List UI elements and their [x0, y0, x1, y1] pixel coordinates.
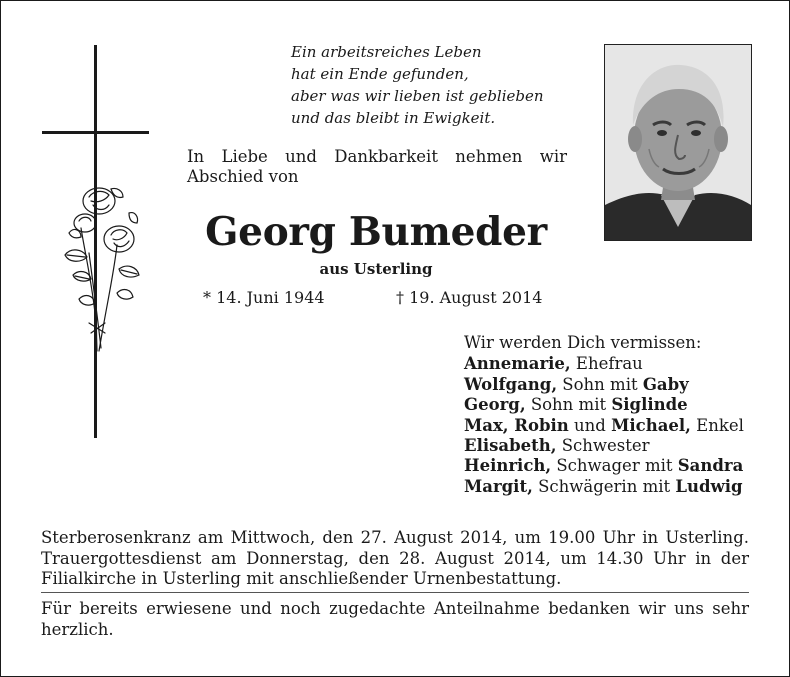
mourner-relation: Enkel	[690, 415, 744, 435]
birth-date: * 14. Juni 1944	[203, 288, 325, 307]
deceased-name: Georg Bumeder	[205, 209, 547, 255]
deceased-origin: aus Usterling	[319, 260, 433, 278]
mourner-relation: Sohn mit	[525, 395, 612, 415]
funeral-details	[41, 528, 749, 590]
mourners-list	[464, 333, 744, 497]
funeral-line: Trauergottesdienst am Donnerstag, den 28. August 2014, um 14.30 Uhr in der	[41, 548, 749, 568]
rose-icon	[59, 183, 145, 353]
poem	[291, 41, 544, 129]
poem-line: hat ein Ende gefunden,	[291, 65, 469, 83]
cross-icon-beam	[42, 131, 149, 134]
mourner-line	[464, 456, 744, 476]
mourner-name: Gaby	[642, 374, 689, 394]
death-date: † 19. August 2014	[396, 288, 543, 307]
mourner-name: Annemarie,	[464, 354, 571, 374]
mourner-name: Georg,	[464, 395, 526, 415]
mourner-name: Margit,	[464, 476, 533, 496]
poem-line: Ein arbeitsreiches Leben	[291, 43, 482, 61]
mourner-name: Ludwig	[675, 476, 743, 496]
thanks-line: Für bereits erwiesene und noch zugedachte Anteilnahme bedanken wir uns sehr	[41, 599, 749, 618]
intro-line: In Liebe und Dankbarkeit nehmen wir	[187, 147, 567, 166]
divider	[41, 592, 749, 593]
funeral-line: Sterberosenkranz am Mittwoch, den 27. August 2014, um 19.00 Uhr in Usterling.	[41, 528, 749, 547]
mourner-relation: Schwägerin mit	[532, 476, 676, 496]
mourner-relation: und	[568, 415, 612, 435]
intro-line: Abschied von	[187, 167, 299, 186]
mourner-relation: Ehefrau	[570, 354, 643, 374]
mourner-name: Max, Robin	[464, 415, 569, 435]
mourner-line	[464, 354, 744, 374]
mourner-name: Heinrich,	[464, 456, 552, 476]
mourner-name: Siglinde	[611, 395, 688, 415]
thanks-text	[41, 598, 749, 640]
mourner-name: Sandra	[677, 456, 744, 476]
mourner-line	[464, 395, 744, 415]
poem-line: und das bleibt in Ewigkeit.	[291, 109, 496, 127]
mourner-line	[464, 477, 744, 497]
mourner-relation: Schwester	[556, 436, 650, 456]
poem-line: aber was wir lieben ist geblieben	[291, 87, 544, 105]
mourner-line	[464, 416, 744, 436]
mourner-name: Wolfgang,	[464, 374, 558, 394]
mourner-line	[464, 375, 744, 395]
mourner-relation: Sohn mit	[557, 374, 643, 394]
mourner-name: Michael,	[611, 415, 691, 435]
portrait-photo	[604, 44, 752, 241]
mourner-line	[464, 436, 744, 456]
intro-text	[187, 147, 567, 187]
thanks-line: herzlich.	[41, 620, 114, 639]
funeral-line: Filialkirche in Usterling mit anschließender Urnenbestattung.	[41, 569, 562, 588]
mourner-name: Elisabeth,	[464, 436, 557, 456]
mourner-relation: Schwager mit	[551, 456, 678, 476]
mourners-heading: Wir werden Dich vermissen:	[464, 333, 702, 352]
